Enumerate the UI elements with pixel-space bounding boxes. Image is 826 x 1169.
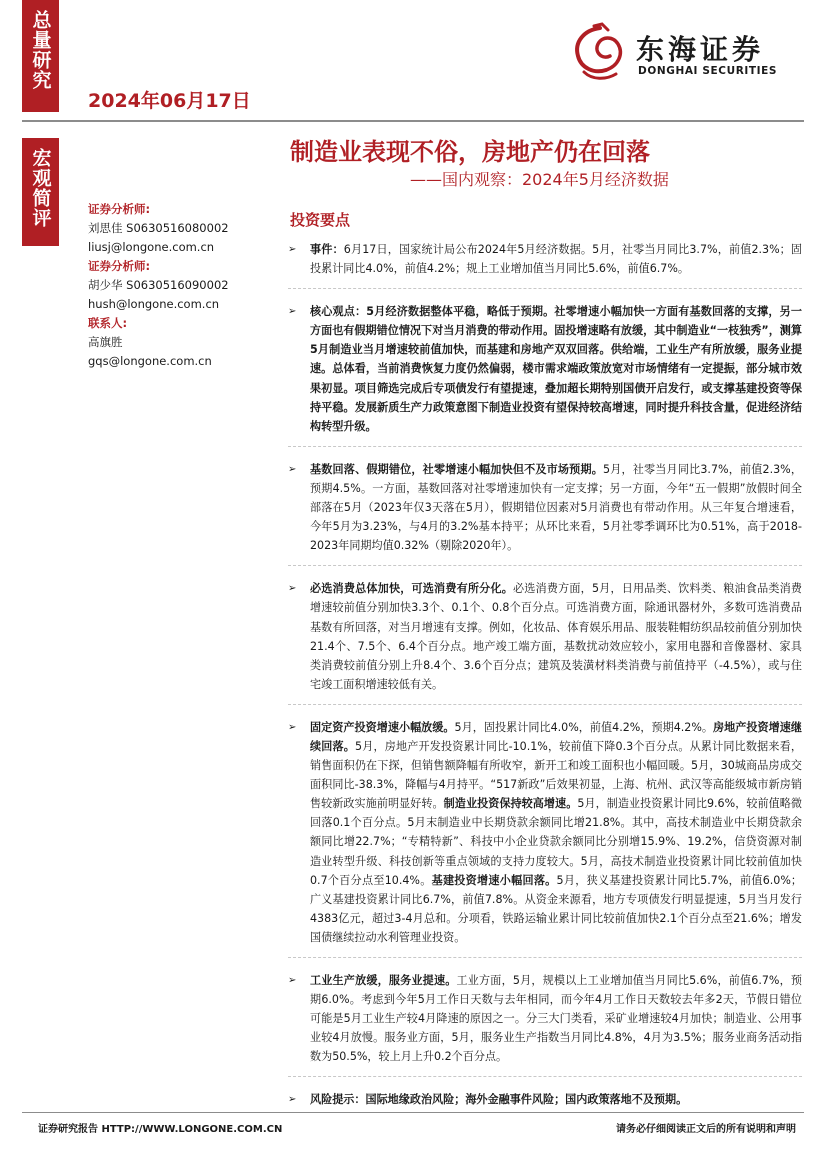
report-subtitle: ——国内观察：2024年5月经济数据 [410,170,669,189]
arrow-bullet-icon: ➢ [288,306,297,318]
bullet-text: 必选消费方面，5月，日用品类、饮料类、粮油食品类消费增速较前值分别加快3.3个、0.1个、0.8个百分点。可选消费方面，除通讯器材外，多数可选消费品基数有所回落，对当月增速有支撑。例如，化妆品、体育娱乐用品、服装鞋帽纺织品较前值分别加快21.4个、7.5个、6.4个百分点。地产竣工端方面，基数扰动效应较小，家用电器和音像器材、家具类消费较前值分别上升8.4个、3.6个百分点；建筑及装潢材料类消费与前值持平（-4.5%），或与住宅竣工面积增速较低有关。 [310,582,802,691]
contact-label: 联系人: [88,316,128,330]
key-points [288,240,802,1123]
bullet-lead-infrastructure: 基建投资增速小幅回落。 [431,873,557,887]
analyst1-name-id: 刘思佳 S0630516080002 [88,221,229,235]
analyst-info [88,200,278,371]
bullet-text-infrastructure: 5月，狭义基建投资累计同比5.7%，前值6.0%；广义基建投资累计同比6.7%，前值7.8%。从资金来源看，地方专项债发行明显提速，5月当月发行4383亿元，超过3-4月总和。分项看，铁路运输业累计同比较前值加快2.1个百分点至21.6%；增发国债继续拉动水利管理业投资。 [310,873,802,944]
analyst1-email[interactable]: liusj@longone.com.cn [88,240,215,254]
footer-left: 证券研究报告 HTTP://WWW.LONGONE.COM.CN [38,1124,283,1135]
bullet-text: 工业方面，5月，规模以上工业增加值当月同比5.6%，前值6.7%，预期6.0%。考虑到今年5月工作日天数与去年相同，而今年4月工作日天数较去年多2天，节假日错位可能是5月工业生产较4月降速的原因之一。分三大门类看，采矿业增速较4月加快；制造业、公用事业较4月放慢。服务业方面，5月，服务业生产指数当月同比4.8%，4月为3.5%；服务业商务活动指数为50.5%，较上月上升0.2个百分点。 [310,974,802,1064]
report-type-tag [22,0,59,112]
report-type-label: 总量研究 [29,10,52,90]
arrow-bullet-icon: ➢ [288,244,297,255]
donghai-logo [566,22,796,82]
dragon-logo-icon [566,22,630,82]
arrow-bullet-icon: ➢ [288,1094,297,1106]
footer-divider [22,1112,804,1113]
bullet-lead: 工业生产放缓，服务业提速。 [310,974,457,987]
footer-disclaimer: 请务必仔细阅读正文后的所有说明和声明 [616,1124,796,1135]
analyst2-name-id: 胡少华 S0630516090002 [88,278,229,292]
arrow-bullet-icon: ➢ [288,463,297,475]
bullet-text: 6月17日，国家统计局公布2024年5月经济数据。5月，社零当月同比3.7%，前值2.3%；固投累计同比4.0%，前值4.2%；规上工业增加值当月同比5.6%，前值6.7%。 [310,243,802,276]
bullet-lead: 事件： [310,243,344,256]
arrow-bullet-icon: ➢ [288,975,297,986]
arrow-bullet-icon: ➢ [288,583,297,595]
bullet-text-manufacturing: 5月，制造业投资累计同比9.6%，较前值略微回落0.1个百分点。5月末制造业中长期贷款余额同比增21.8%。其中，高技术制造业中长期贷款余额同比增22.7%；“专精特新”、科技中小企业贷款余额同比分别增15.9%、19.2%，信贷资源对制造业转型升级、科技创新等重点领域的支持力度较大。5月，高技术制造业投资累计同比较前值加快0.7个百分点至10.4%。 [310,797,802,887]
report-title: 制造业表现不俗，房地产仍在回落 [290,138,650,166]
analyst2-email[interactable]: hush@longone.com.cn [88,297,220,311]
bullet-lead-manufacturing: 制造业投资保持较高增速。 [443,797,578,811]
analyst1-label: 证券分析师: [88,202,151,216]
bullet-lead: 核心观点：5月经济数据整体平稳，略低于预期。社零增速小幅加快一方面有基数回落的支撑，另一方面也有假期错位情况下对当月消费的带动作用。固投增速略有放缓，其中制造业“一枝独秀”，测算5月制造业当月增速较前值加快，而基建和房地产双双回落。供给端，工业生产有所放缓，服务业提速。总体看，当前消费恢复力度仍然偏弱，楼市需求端政策放宽对市场情绪有一定提振，部分城市效果初显。项目筛选完成后专项债发行有望提速，叠加超长期特别国债开启发行，或支撑基建投资等保持平稳。发展新质生产力政策意图下制造业投资有望保持较高增速，同时提升科技含量，促进经济结构转型升级。 [310,305,802,433]
logo-english-name: DONGHAI SECURITIES [638,65,778,77]
bullet-retail [288,460,802,566]
bullet-text: 5月，固投累计同比4.0%，前值4.2%，预期4.2%。 [454,720,714,734]
bullet-risk [288,1090,802,1109]
bullet-industry [288,971,802,1077]
bullet-lead: 基数回落、假期错位，社零增速小幅加快但不及市场预期。 [310,462,603,476]
bullet-lead: 必选消费总体加快，可选消费有所分化。 [310,582,513,596]
category-label: 宏观简评 [29,148,52,228]
bullet-lead: 固定资产投资增速小幅放缓。 [310,720,455,734]
bullet-core-view [288,302,802,447]
bullet-consumption [288,579,802,705]
logo-chinese-name: 东海证券 [636,33,765,66]
report-date: 2024年06月17日 [88,90,251,112]
category-tag [22,138,59,246]
contact-email[interactable]: gqs@longone.com.cn [88,354,212,368]
section-title: 投资要点 [290,211,351,229]
arrow-bullet-icon: ➢ [288,721,297,733]
bullet-investment [288,718,802,958]
analyst2-label: 证券分析师: [88,259,151,273]
header-divider [22,120,804,122]
bullet-event [288,240,802,289]
contact-name: 高旗胜 [88,335,123,349]
bullet-lead-realestate: 房地产投资增速继续回落。 [310,720,802,753]
bullet-lead: 风险提示：国际地缘政治风险；海外金融事件风险；国内政策落地不及预期。 [310,1093,688,1107]
bullet-text: 5月，社零当月同比3.7%，前值2.3%，预期4.5%。一方面，基数回落对社零增速加快有一定支撑；另一方面，今年“五一假期”放假时间全部落在5月（2023年仅3天落在5月），假期错位因素对5月消费也有带动作用。从三年复合增速看，今年5月为3.23%，与4月的3.2%基本持平；从环比来看，5月社零季调环比为0.51%，高于2018-2023年同期均值0.32%（剔除2020年）。 [310,462,802,553]
bullet-text-realestate: 5月，房地产开发投资累计同比-10.1%，较前值下降0.3个百分点。从累计同比数据来看，销售面积仍在下探，但销售额降幅有所收窄，新开工和竣工面积也小幅回暖。5月，30城商品房成交面积同比-38.3%，降幅与4月持平。“517新政”后效果初显，上海、杭州、武汉等高能级城市新房销售较新政实施前明显好转。 [310,739,802,811]
